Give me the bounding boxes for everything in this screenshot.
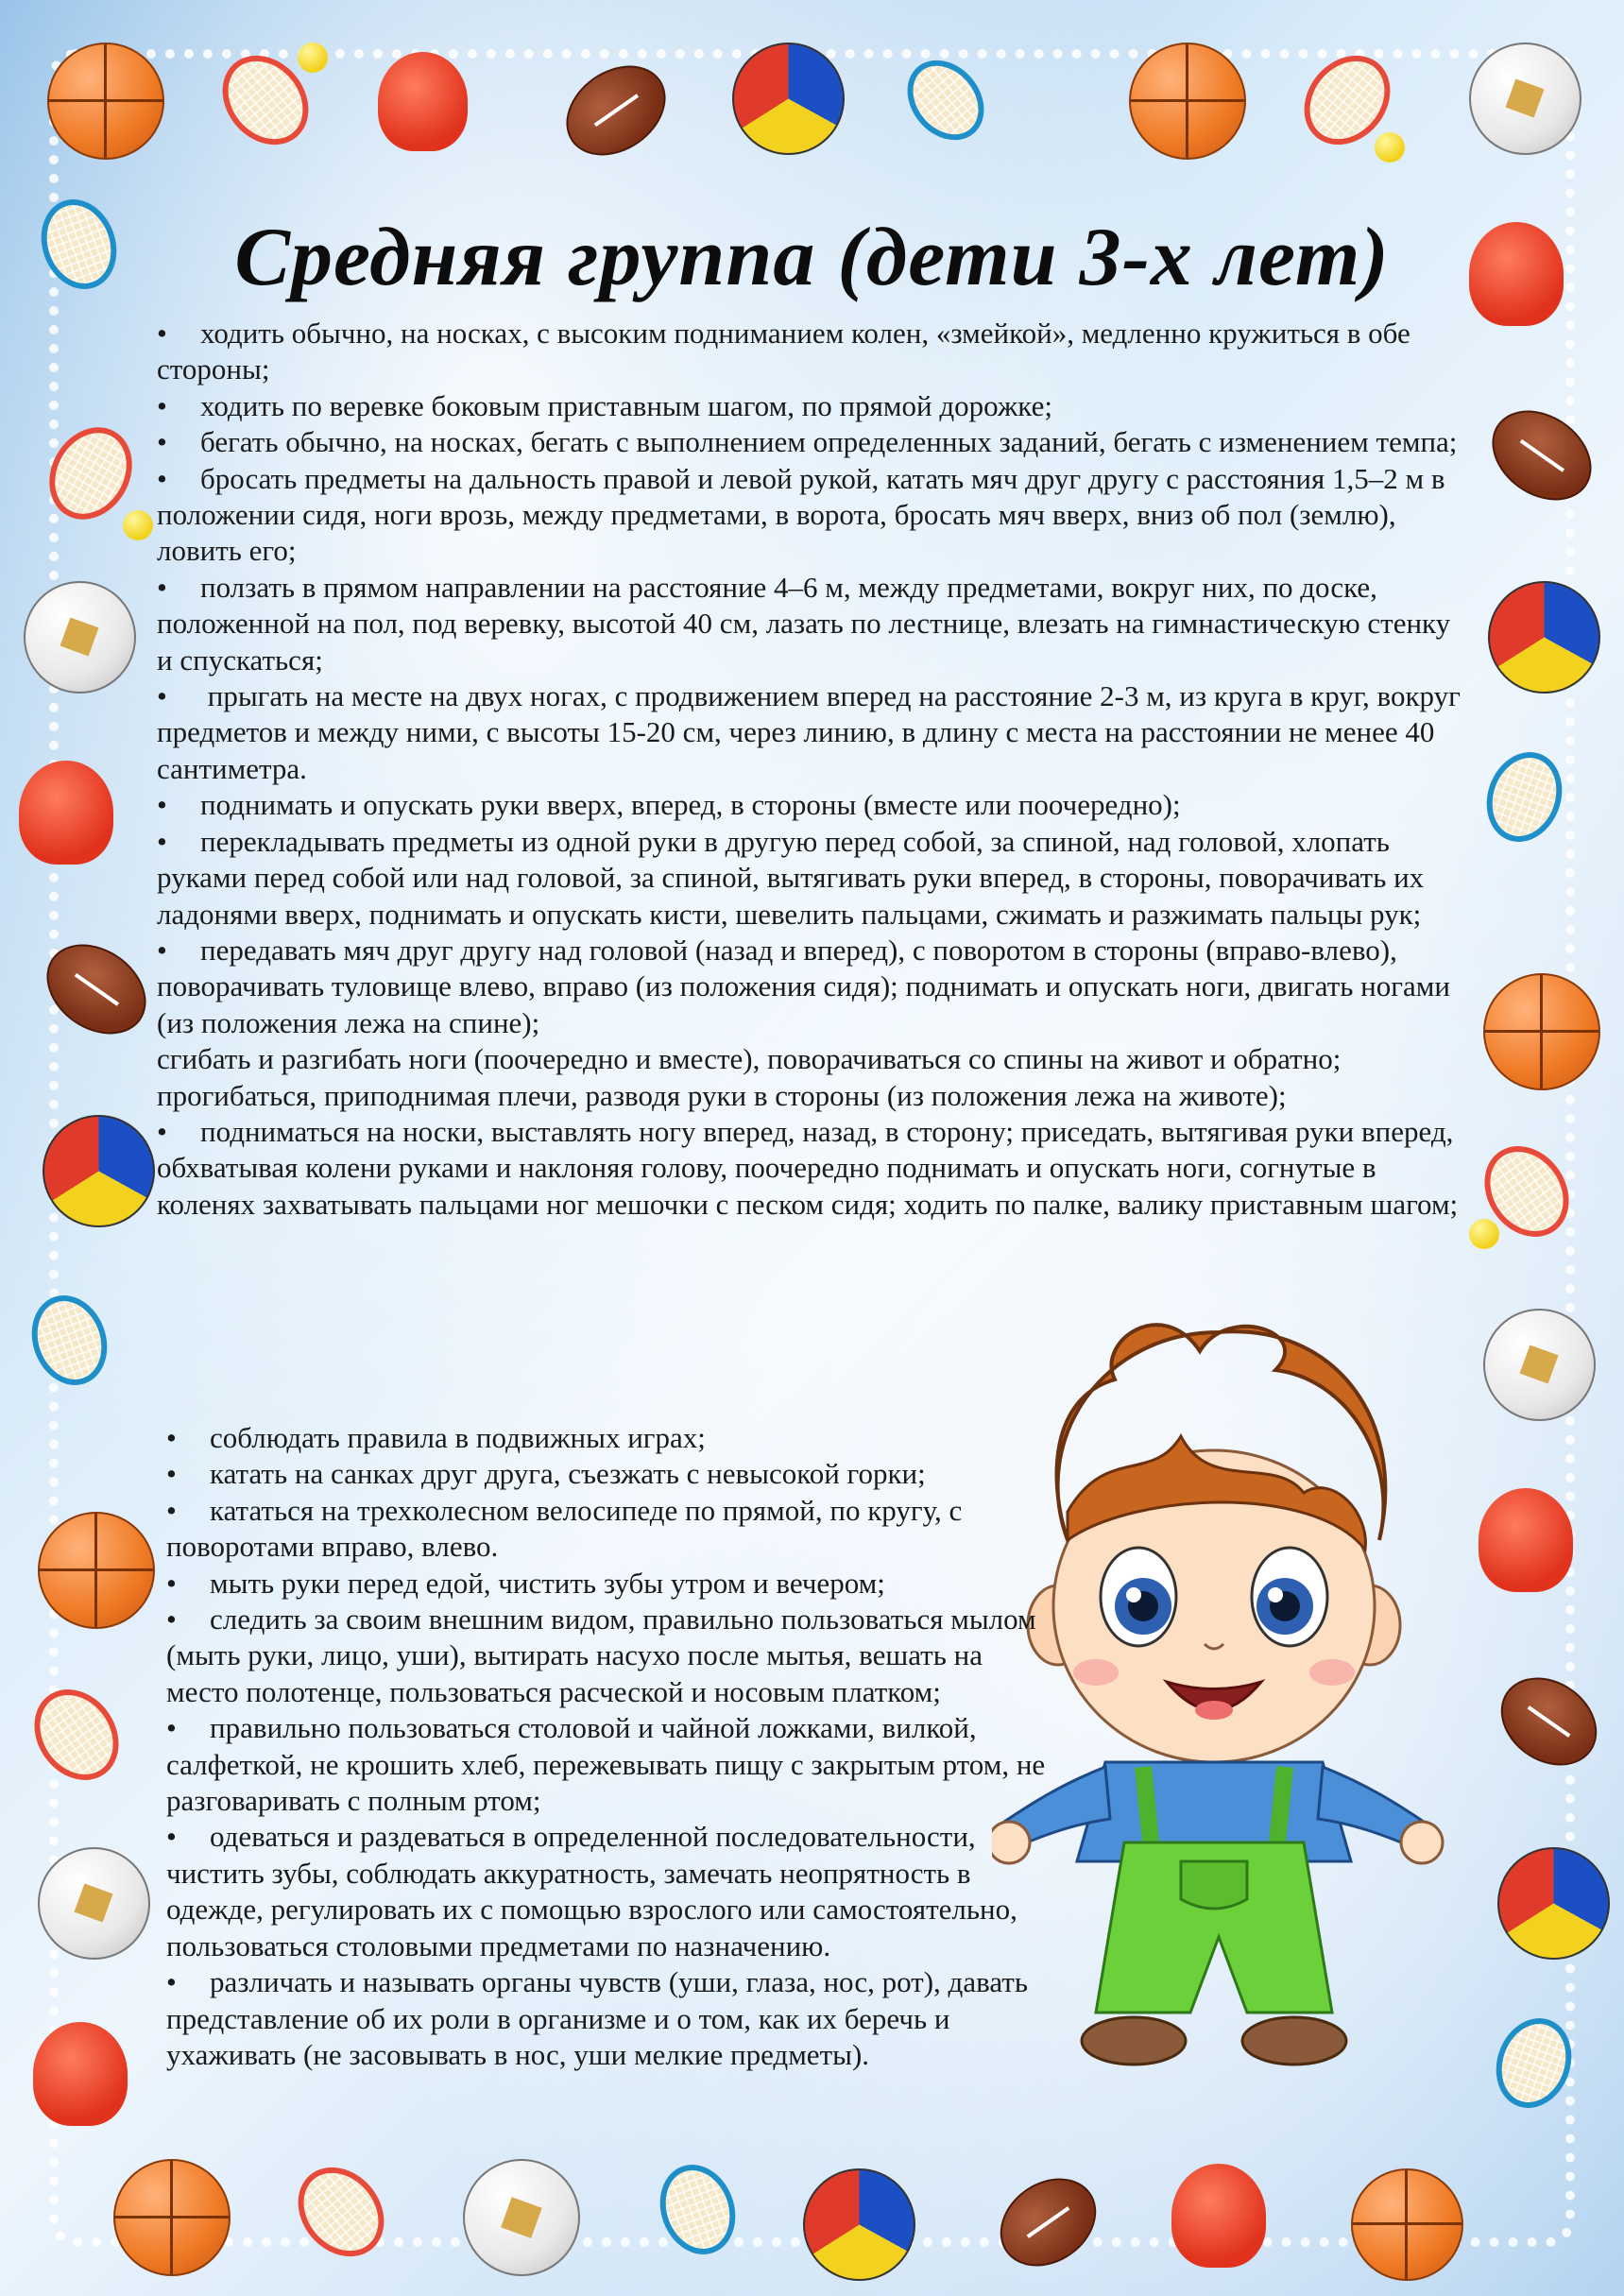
tennis-ball-icon	[1375, 132, 1405, 163]
basketball-icon	[47, 43, 164, 160]
tennis-ball-icon	[1469, 1219, 1499, 1249]
list-item	[157, 388, 1461, 424]
bullet-icon: •	[166, 1711, 177, 1745]
list-item-text: ползать в прямом направлении на расстояние 4–6 м, между предметами, вокруг них, по доске, положенной на пол, под веревку, высотой 40 см, лазать по лестнице, влезать на гимнастическую стенку и спускаться;	[157, 570, 1451, 677]
ping-pong-paddle-icon	[1479, 1488, 1573, 1592]
bullet-icon: •	[166, 1820, 177, 1854]
list-item-text: следить за своим внешним видом, правильно пользоваться мылом (мыть руки, лицо, уши), вытирать насухо после мытья, вешать на место полотенце, пользоваться расческой и носовым платком;	[166, 1602, 1036, 1708]
list-item	[166, 1602, 1054, 1710]
list-item-text: различать и называть органы чувств (уши, глаза, нос, рот), давать представление об их роли в организме и о том, как их беречь и ухаживать (не засовывать в нос, уши мелкие предметы).	[166, 1965, 1028, 2071]
list-item-text: соблюдать правила в подвижных играх;	[210, 1421, 706, 1454]
list-item	[166, 1493, 1054, 1566]
bullet-icon: •	[157, 679, 167, 713]
bullet-icon: •	[157, 933, 167, 967]
volleyball-icon	[1497, 1847, 1610, 1960]
ping-pong-paddle-icon	[19, 761, 113, 865]
list-item-text: перекладывать предметы из одной руки в другую перед собой, за спиной, над головой, хлопать руками перед собой или над головой, за спиной, вытягивать руки вперед, в стороны, поворачивать их ладонями вверх, поднимать и опускать кисти, шевелить пальцами, сжимать и разжимать пальцы рук;	[157, 824, 1425, 931]
list-item-text: ходить по веревке боковым приставным шагом, по прямой дорожке;	[200, 388, 1052, 422]
bullet-icon: •	[157, 317, 167, 350]
bullet-icon: •	[157, 1114, 167, 1148]
list-item	[166, 1710, 1054, 1819]
cartoon-boy-illustration	[992, 1294, 1445, 2098]
list-item	[157, 678, 1461, 787]
bullet-icon: •	[166, 1602, 177, 1636]
volleyball-icon	[1488, 581, 1600, 694]
list-item	[157, 1114, 1461, 1223]
list-item-text: бегать обычно, на носках, бегать с выполнением определенных заданий, бегать с изменением темпа;	[200, 425, 1458, 459]
basketball-icon	[38, 1512, 155, 1629]
skills-list-upper	[157, 316, 1461, 1223]
list-item-text: подниматься на носки, выставлять ногу вперед, назад, в сторону; приседать, вытягивая руки вперед, обхватывая колени руками и наклоняя голову, поочередно поднимать и опускать ноги, согнутые в коленях захватывать пальцами ног мешочки с песком сидя; ходить по палке, валику приставным шагом;	[157, 1114, 1459, 1221]
ping-pong-paddle-icon	[33, 2022, 128, 2126]
bullet-icon: •	[166, 1457, 177, 1491]
soccer-ball-icon	[1483, 1309, 1596, 1421]
bullet-icon: •	[166, 1493, 177, 1527]
list-item	[157, 461, 1461, 570]
soccer-ball-icon	[38, 1847, 150, 1960]
list-item	[166, 1420, 1054, 1456]
bullet-icon: •	[157, 824, 167, 858]
volleyball-icon	[43, 1115, 155, 1227]
basketball-icon	[1483, 973, 1600, 1090]
bullet-icon: •	[157, 788, 167, 822]
list-item-text: правильно пользоваться столовой и чайной ложками, вилкой, салфеткой, не крошить хлеб, пережевывать пищу с закрытым ртом, не разговаривать с полным ртом;	[166, 1711, 1046, 1818]
list-item	[157, 787, 1461, 823]
list-item	[166, 1964, 1054, 2073]
soccer-ball-icon	[463, 2159, 580, 2276]
list-item	[157, 933, 1461, 1041]
bullet-icon: •	[157, 461, 167, 495]
list-item	[166, 1819, 1054, 1964]
page-title: Средняя группа (дети 3-х лет)	[234, 212, 1390, 303]
volleyball-icon	[732, 43, 845, 155]
soccer-ball-icon	[1469, 43, 1581, 155]
list-item	[166, 1456, 1054, 1492]
list-item	[157, 570, 1461, 678]
list-item-text: сгибать и разгибать ноги (поочередно и вместе), поворачиваться со спины на живот и обратно; прогибаться, приподнимая плечи, разводя руки в стороны (из положения лежа на животе);	[157, 1042, 1342, 1112]
list-item-text: катать на санках друг друга, съезжать с невысокой горки;	[210, 1457, 926, 1491]
ping-pong-paddle-icon	[1171, 2164, 1266, 2268]
basketball-icon	[1129, 43, 1246, 160]
list-item	[157, 424, 1461, 460]
tennis-ball-icon	[123, 510, 153, 540]
skills-list-lower	[166, 1420, 1054, 2073]
tennis-ball-icon	[298, 43, 328, 73]
volleyball-icon	[803, 2168, 915, 2281]
list-item-text: передавать мяч друг другу над головой (назад и вперед), с поворотом в стороны (вправо-влево), поворачивать туловище влево, вправо (из положения сидя); поднимать и опускать ноги, двигать ногами (из положения лежа на спине);	[157, 933, 1450, 1039]
list-item	[157, 1041, 1461, 1114]
list-item-text: одеваться и раздеваться в определенной последовательности, чистить зубы, соблюдать аккуратность, замечать неопрятность в одежде, регулировать их с помощью взрослого или самостоятельно, пользоваться столовыми предметами по назначению.	[166, 1820, 1017, 1962]
ping-pong-paddle-icon	[378, 52, 468, 151]
bullet-icon: •	[166, 1421, 177, 1454]
list-item-text: бросать предметы на дальность правой и левой рукой, катать мяч друг другу с расстояния 1,5–2 м в положении сидя, ноги врозь, между предметами, в ворота, бросать мяч вверх, вниз об пол (землю), ловить его;	[157, 461, 1445, 568]
list-item-text: прыгать на месте на двух ногах, с продвижением вперед на расстояние 2-3 м, из круга в круг, вокруг предметов и между ними, с высоты 15-20 см, через линию, в длину с места на расстоянии не менее 40 сантиметра.	[157, 679, 1461, 785]
list-item	[166, 1566, 1054, 1602]
bullet-icon: •	[166, 1965, 177, 1999]
bullet-icon: •	[157, 388, 167, 422]
bullet-icon: •	[166, 1566, 177, 1600]
basketball-icon	[1351, 2168, 1463, 2281]
basketball-icon	[113, 2159, 231, 2276]
soccer-ball-icon	[24, 581, 136, 694]
bullet-icon: •	[157, 570, 167, 604]
list-item-text: мыть руки перед едой, чистить зубы утром и вечером;	[210, 1566, 885, 1600]
list-item-text: кататься на трехколесном велосипеде по прямой, по кругу, с поворотами вправо, влево.	[166, 1493, 963, 1564]
list-item-text: поднимать и опускать руки вверх, вперед, в стороны (вместе или поочередно);	[200, 788, 1181, 822]
list-item	[157, 316, 1461, 388]
list-item-text: ходить обычно, на носках, с высоким подниманием колен, «змейкой», медленно кружиться в обе стороны;	[157, 317, 1410, 386]
list-item	[157, 824, 1461, 933]
bullet-icon: •	[157, 425, 167, 459]
